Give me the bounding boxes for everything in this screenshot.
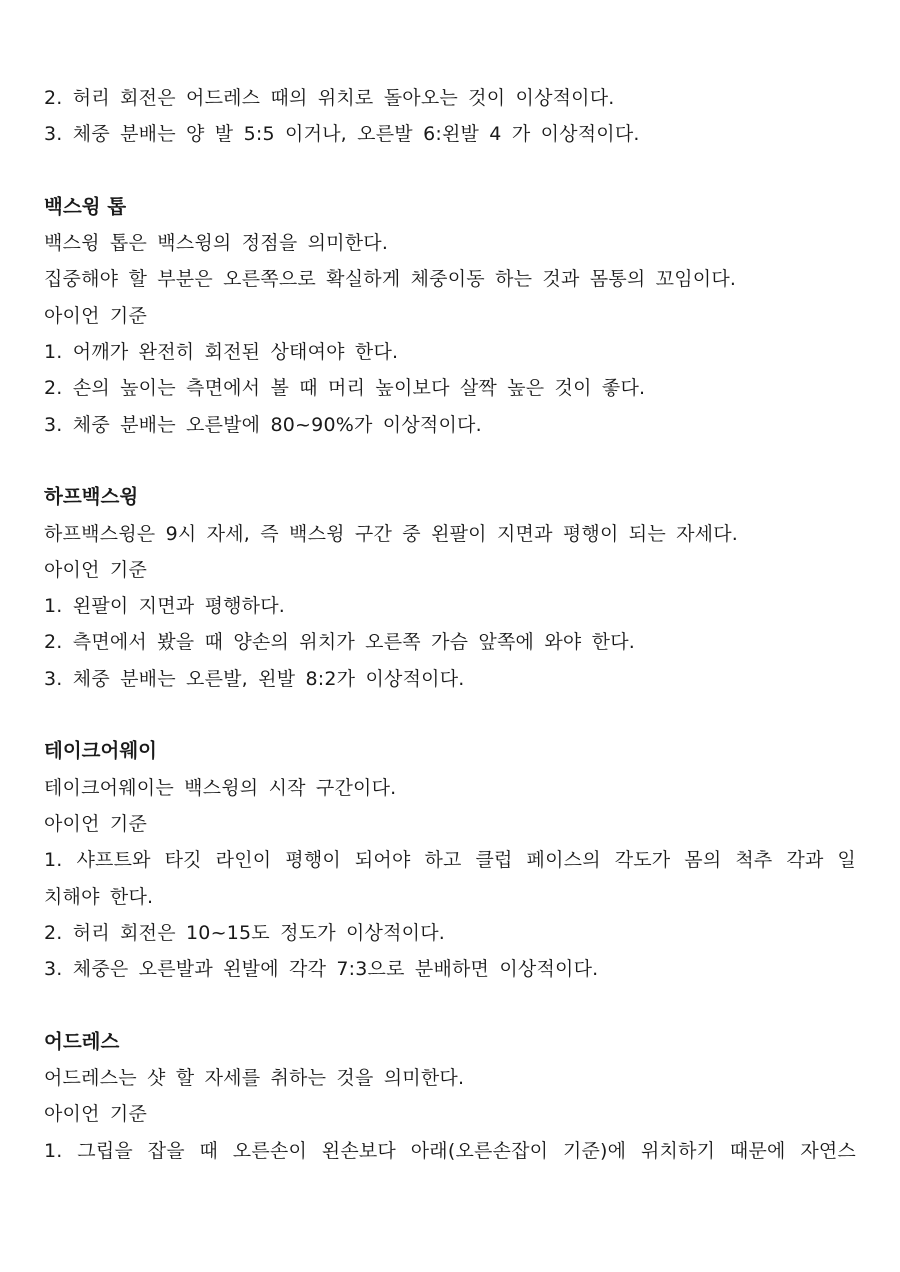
section-heading: 백스윙 톱 [44, 194, 127, 218]
paragraph-gap [44, 153, 856, 189]
text-line: 아이언 기준 [44, 1103, 148, 1126]
text-line: 백스윙 톱은 백스윙의 정점을 의미한다. [44, 232, 389, 255]
text-line: 아이언 기준 [44, 558, 148, 581]
section-heading: 어드레스 [44, 1029, 120, 1053]
text-line: 어드레스는 샷 할 자세를 취하는 것을 의미한다. [44, 1067, 465, 1090]
text-line: 2. 허리 회전은 어드레스 때의 위치로 돌아오는 것이 이상적이다. [44, 87, 615, 109]
text-line: 2. 측면에서 봤을 때 양손의 위치가 오른쪽 가슴 앞쪽에 와야 한다. [44, 631, 636, 654]
text-line: 2. 손의 높이는 측면에서 볼 때 머리 높이보다 살짝 높은 것이 좋다. [44, 377, 646, 400]
paragraph-gap [44, 987, 856, 1023]
paragraph-gap [44, 697, 856, 733]
section-heading: 테이크어웨이 [44, 739, 158, 763]
text-line: 3. 체중 분배는 오른발에 80~90%가 이상적이다. [44, 413, 482, 436]
text-line: 1. 왼팔이 지면과 평행하다. [44, 595, 286, 618]
text-line: 테이크어웨이는 백스윙의 시작 구간이다. [44, 776, 397, 799]
text-line: 집중해야 할 부분은 오른쪽으로 확실하게 체중이동 하는 것과 몸통의 꼬임이다. [44, 268, 737, 291]
text-line: 1. 그립을 잡을 때 오른손이 왼손보다 아래(오른손잡이 기준)에 위치하기 때문에 자연스 [44, 1139, 856, 1162]
text-line: 3. 체중 분배는 오른발, 왼발 8:2가 이상적이다. [44, 667, 465, 690]
text-line: 아이언 기준 [44, 812, 148, 835]
text-line: 3. 체중 분배는 양 발 5:5 이거나, 오른발 6:왼발 4 가 이상적이다. [44, 123, 640, 146]
text-line: 3. 체중은 오른발과 왼발에 각각 7:3으로 분배하면 이상적이다. [44, 958, 599, 981]
text-line: 아이언 기준 [44, 304, 148, 327]
text-line: 하프백스윙은 9시 자세, 즉 백스윙 구간 중 왼팔이 지면과 평행이 되는 자세다. [44, 522, 739, 545]
text-line: 2. 허리 회전은 10~15도 정도가 이상적이다. [44, 921, 445, 944]
text-line: 1. 어깨가 완전히 회전된 상태여야 한다. [44, 341, 399, 364]
text-line: 치해야 한다. [44, 885, 154, 908]
section-heading: 하프백스윙 [44, 485, 139, 509]
paragraph-gap [44, 443, 856, 479]
text-line: 1. 샤프트와 타깃 라인이 평행이 되어야 하고 클럽 페이스의 각도가 몸의 척추 각과 일 [44, 849, 856, 872]
